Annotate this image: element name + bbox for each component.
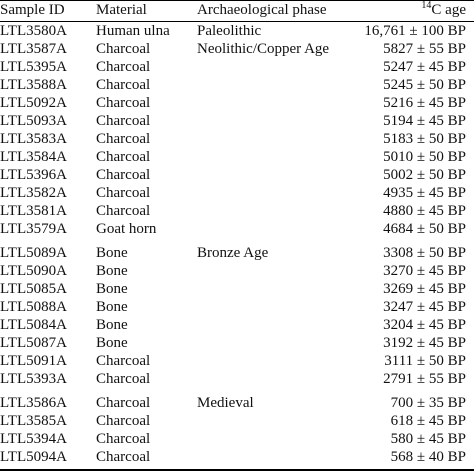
age-cell: 3269 ± 45 BP [383, 281, 466, 297]
material-cell: Charcoal [96, 95, 151, 111]
sample-id-cell: LTL5087A [0, 335, 67, 351]
age-cell: 618 ± 45 BP [390, 413, 466, 429]
age-cell: 4684 ± 50 BP [383, 221, 466, 237]
material-cell: Bone [96, 263, 128, 279]
sample-id-cell: LTL5091A [0, 353, 67, 369]
sample-id-cell: LTL5090A [0, 263, 67, 279]
material-cell: Bone [96, 317, 128, 333]
sample-id-cell: LTL3588A [0, 77, 67, 93]
material-cell: Bone [96, 245, 128, 261]
material-cell: Charcoal [96, 77, 151, 93]
age-cell: 16,761 ± 100 BP [364, 23, 466, 39]
header-age-superscript: 14 [421, 0, 432, 11]
material-cell: Charcoal [96, 203, 151, 219]
sample-id-cell: LTL5085A [0, 281, 67, 297]
sample-id-cell: LTL5094A [0, 449, 67, 465]
phase-cell: Neolithic/Copper Age [197, 41, 330, 57]
age-cell: 5216 ± 45 BP [383, 95, 466, 111]
sample-id-cell: LTL5092A [0, 95, 67, 111]
header-phase: Archaeological phase [197, 2, 327, 18]
age-cell: 568 ± 40 BP [390, 449, 466, 465]
material-cell: Human ulna [96, 23, 170, 39]
sample-id-cell: LTL5093A [0, 113, 67, 129]
material-cell: Charcoal [96, 371, 151, 387]
sample-id-cell: LTL3583A [0, 131, 67, 147]
age-cell: 5194 ± 45 BP [383, 113, 466, 129]
material-cell: Charcoal [96, 395, 151, 411]
material-cell: Charcoal [96, 353, 151, 369]
sample-id-cell: LTL5088A [0, 299, 67, 315]
age-cell: 5002 ± 50 BP [383, 167, 466, 183]
age-cell: 5247 ± 45 BP [383, 59, 466, 75]
material-cell: Bone [96, 299, 128, 315]
age-cell: 580 ± 45 BP [390, 431, 466, 447]
age-cell: 2791 ± 55 BP [383, 371, 466, 387]
material-cell: Charcoal [96, 431, 151, 447]
sample-id-cell: LTL5084A [0, 317, 67, 333]
age-cell: 5010 ± 50 BP [383, 149, 466, 165]
header-sample-id: Sample ID [0, 2, 65, 18]
material-cell: Charcoal [96, 59, 151, 75]
age-cell: 5183 ± 50 BP [383, 131, 466, 147]
age-cell: 4935 ± 45 BP [383, 185, 466, 201]
sample-id-cell: LTL3585A [0, 413, 67, 429]
sample-id-cell: LTL3582A [0, 185, 67, 201]
age-cell: 3247 ± 45 BP [383, 299, 466, 315]
age-cell: 3308 ± 50 BP [383, 245, 466, 261]
sample-id-cell: LTL3581A [0, 203, 67, 219]
sample-id-cell: LTL3584A [0, 149, 67, 165]
sample-id-cell: LTL5089A [0, 245, 67, 261]
material-cell: Charcoal [96, 149, 151, 165]
material-cell: Charcoal [96, 131, 151, 147]
age-cell: 3192 ± 45 BP [383, 335, 466, 351]
age-cell: 3270 ± 45 BP [383, 263, 466, 279]
header-age [421, 1, 466, 19]
material-cell: Charcoal [96, 185, 151, 201]
sample-id-cell: LTL5393A [0, 371, 67, 387]
sample-id-cell: LTL3579A [0, 221, 67, 237]
age-cell: 5827 ± 55 BP [383, 41, 466, 57]
sample-id-cell: LTL5395A [0, 59, 67, 75]
phase-cell: Bronze Age [197, 245, 269, 261]
age-cell: 3111 ± 50 BP [384, 353, 466, 369]
age-cell: 5245 ± 50 BP [383, 77, 466, 93]
sample-id-cell: LTL5394A [0, 431, 67, 447]
material-cell: Goat horn [96, 221, 157, 237]
age-cell: 3204 ± 45 BP [383, 317, 466, 333]
sample-id-cell: LTL5396A [0, 167, 67, 183]
material-cell: Bone [96, 281, 128, 297]
material-cell: Bone [96, 335, 128, 351]
header-age-text: C age [431, 2, 466, 18]
sample-id-cell: LTL3586A [0, 395, 67, 411]
material-cell: Charcoal [96, 41, 151, 57]
material-cell: Charcoal [96, 113, 151, 129]
age-cell: 700 ± 35 BP [390, 395, 466, 411]
phase-cell: Paleolithic [197, 23, 262, 39]
material-cell: Charcoal [96, 167, 151, 183]
age-cell: 4880 ± 45 BP [383, 203, 466, 219]
sample-id-cell: LTL3580A [0, 23, 67, 39]
material-cell: Charcoal [96, 449, 151, 465]
sample-id-cell: LTL3587A [0, 41, 67, 57]
phase-cell: Medieval [197, 395, 254, 411]
material-cell: Charcoal [96, 413, 151, 429]
header-material: Material [96, 2, 147, 18]
